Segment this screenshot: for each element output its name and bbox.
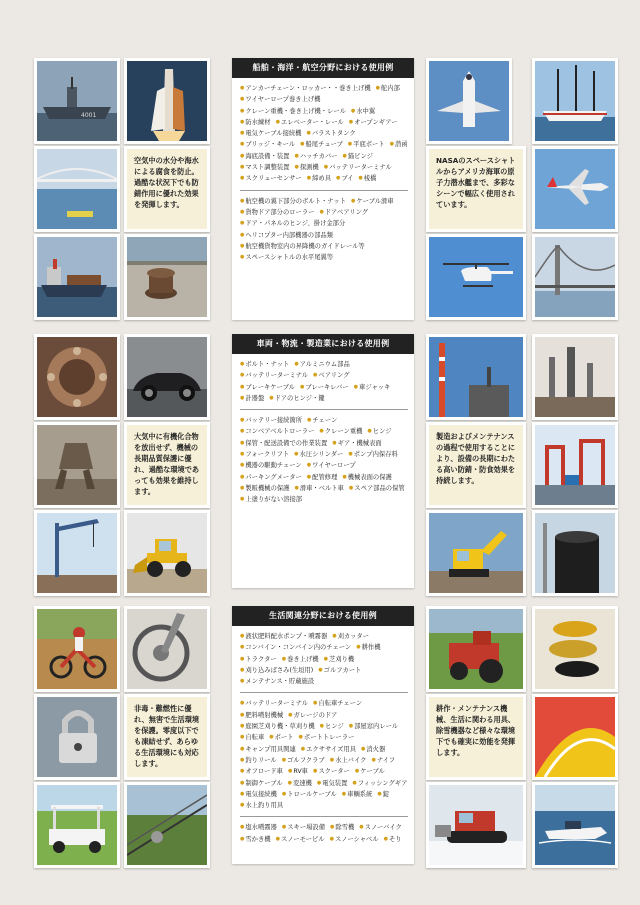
usage-item: ● 制御ケーブル bbox=[240, 778, 283, 789]
section-1-heading: 船舶・海洋・航空分野における使用例 bbox=[232, 58, 414, 78]
photo-bridge-harbor bbox=[34, 146, 120, 232]
photo-suspension-bridge bbox=[532, 234, 618, 320]
usage-item: ● 釣りリール bbox=[240, 755, 277, 766]
usage-item: ● パーキングメーター bbox=[240, 472, 302, 483]
usage-item: ● 刈り込みばさみ(生垣用) bbox=[240, 665, 313, 676]
usage-item: ● ヘリコプター内部機器の部品類 bbox=[240, 230, 333, 241]
photo-fighter-jet bbox=[532, 146, 618, 232]
section-2-heading: 車両・物流・製造業における使用例 bbox=[232, 334, 414, 354]
photo-harbor-crane bbox=[34, 510, 120, 596]
usage-item: ● ボルト・ナット bbox=[240, 359, 289, 370]
section-2-left-note: 大気中に有機化合物を放出せず、機械の長期品質保護に優れ、過酷な環境であっても効果を維持します。 bbox=[124, 422, 210, 508]
section-2-group-1 bbox=[240, 359, 408, 404]
usage-item: ● 消火器 bbox=[361, 744, 385, 755]
usage-item: ● 保管・配送設備での作業装置 bbox=[240, 438, 327, 449]
usage-item: ● 巻き上げ機 bbox=[282, 654, 319, 665]
usage-item: ● スクリューセンサー bbox=[240, 173, 302, 184]
usage-item: ● ボート bbox=[269, 732, 293, 743]
section-3-group-2 bbox=[240, 698, 408, 811]
section-2-right-note: 製造およびメンテナンスの過程で使用することにより、設備の長期にわたる高い防錆・防食効果を持続します。 bbox=[426, 422, 526, 508]
usage-item: ● スキー場設備 bbox=[282, 822, 325, 833]
usage-item: ● 船尾チューブ bbox=[300, 139, 343, 150]
usage-item: ● フィッシングギア bbox=[352, 778, 407, 789]
usage-item: ● 配管修理 bbox=[307, 472, 338, 483]
photo-snowcat bbox=[426, 782, 526, 868]
photo-machine-flange bbox=[34, 334, 120, 420]
usage-item: ● 海底設備・装置 bbox=[240, 151, 289, 162]
usage-item: ● 上塗りがない溶接部 bbox=[240, 494, 302, 505]
usage-item: ● ボートトレーラー bbox=[299, 732, 355, 743]
photo-storage-tank bbox=[532, 510, 618, 596]
usage-item: ● 貨物ドア部分のローラー bbox=[240, 207, 314, 218]
usage-item: ● チェーン bbox=[307, 415, 337, 426]
divider bbox=[240, 692, 408, 693]
usage-item: ● 電気ケーブル接続機 bbox=[240, 128, 301, 139]
section-3-right-note: 耕作・メンテナンス機械、生活に関わる用具、除雪機器など様々な環境下でも確実に効能を発揮します。 bbox=[426, 694, 526, 780]
section-3-group-3 bbox=[240, 822, 408, 845]
photo-airliner bbox=[426, 58, 512, 144]
photo-playground-slide bbox=[532, 694, 618, 780]
section-1-group-1 bbox=[240, 83, 408, 185]
usage-item: ● アンカーチェーン・ロッカー・・巻き上げ機 bbox=[240, 83, 371, 94]
usage-item: ● 水上バイク bbox=[330, 755, 367, 766]
usage-item: ● 製販機械の保護 bbox=[240, 483, 289, 494]
usage-item: ● スノーモービル bbox=[276, 834, 325, 845]
usage-item: ● スペア部品の保管 bbox=[349, 483, 405, 494]
photo-motocross bbox=[34, 606, 120, 692]
photo-speedboat bbox=[532, 782, 618, 868]
usage-item: ● アルミニウム部品 bbox=[294, 359, 349, 370]
usage-item: ● 電気装置 bbox=[317, 778, 348, 789]
photo-padlock bbox=[34, 694, 120, 780]
section-1-group-2 bbox=[240, 196, 408, 264]
divider bbox=[240, 190, 408, 191]
usage-item: ● コンバイン・コンバイン内のチェーン bbox=[240, 642, 351, 653]
usage-item: ● バッテリーターミナル bbox=[324, 162, 392, 173]
usage-item: ● トラクター bbox=[240, 654, 277, 665]
usage-item: ● 機器の駆動チェーン bbox=[240, 460, 302, 471]
photo-scooter-brake bbox=[124, 606, 210, 692]
usage-item: ● 機械表面の保護 bbox=[342, 472, 391, 483]
usage-item: ● 雪かき機 bbox=[240, 834, 271, 845]
section-3-left-note: 非毒・難燃性に優れ、無害で生活環境を保護。零度以下でも凍結せず、あらゆる生活環境にも対応します。 bbox=[124, 694, 210, 780]
usage-item: ● 探測機 bbox=[294, 162, 318, 173]
usage-item: ● 部屋窓内レール bbox=[349, 721, 398, 732]
photo-excavator-grab bbox=[34, 422, 120, 508]
usage-item: ● ハッチカバー bbox=[294, 151, 337, 162]
usage-item: ● バッテリーターミナル bbox=[240, 698, 308, 709]
usage-item: ● ケーブル bbox=[355, 766, 385, 777]
usage-item: ● 芝刈り機 bbox=[324, 654, 355, 665]
usage-item: ● ブリッジ・キール bbox=[240, 139, 295, 150]
usage-item: ● クレーン重機・巻き上げ機・レール bbox=[240, 106, 346, 117]
section-3-group-1 bbox=[240, 631, 408, 687]
usage-item: ● 水上釣り用具 bbox=[240, 800, 283, 811]
usage-item: ● キャンプ用具関連 bbox=[240, 744, 296, 755]
usage-item: ● 水圧シリンダー bbox=[294, 449, 343, 460]
usage-item: ● 変速機 bbox=[288, 778, 312, 789]
usage-item: ● ナイフ bbox=[371, 755, 395, 766]
section-2-panel bbox=[232, 334, 414, 588]
usage-item: ● ワイヤーロープ bbox=[307, 460, 356, 471]
usage-item: ● バッテリー接続箇所 bbox=[240, 415, 302, 426]
usage-item: ● 自転車チェーン bbox=[313, 698, 362, 709]
photo-tractor bbox=[426, 606, 526, 692]
photo-cargo-ship bbox=[34, 234, 120, 320]
photo-golf-clubs bbox=[532, 606, 618, 692]
usage-item: ● 刈カッター bbox=[332, 631, 369, 642]
usage-item: ● 潜函 bbox=[390, 139, 408, 150]
divider bbox=[240, 816, 408, 817]
usage-item: ● 防水練材 bbox=[240, 117, 271, 128]
photo-helicopter bbox=[426, 234, 526, 320]
usage-item: ● 航空機貨物室内の昇降機のガイドレール等 bbox=[240, 241, 365, 252]
photo-container-cranes bbox=[532, 422, 618, 508]
photo-mooring-bollard bbox=[124, 234, 210, 320]
photo-aircraft-carrier bbox=[34, 58, 120, 144]
usage-item: ● 車ジャッキ bbox=[354, 382, 391, 393]
section-1-panel bbox=[232, 58, 414, 320]
usage-item: ● 水中翼 bbox=[351, 106, 375, 117]
usage-item: ● 締め具 bbox=[307, 173, 331, 184]
section-2-group-2 bbox=[240, 415, 408, 505]
usage-item: ● 液状肥料配水ポンプ・噴霧器 bbox=[240, 631, 327, 642]
svg-text:4001: 4001 bbox=[81, 112, 97, 119]
usage-item: ● スノーバイク bbox=[359, 822, 402, 833]
usage-item: ● 塩水噴霧器 bbox=[240, 822, 277, 833]
usage-item: ● ドアベアリング bbox=[319, 207, 368, 218]
usage-item: ● ヒンジ bbox=[367, 426, 391, 437]
usage-item: ● エレベーター・レール bbox=[276, 117, 344, 128]
usage-item: ● オープンギアー bbox=[349, 117, 398, 128]
usage-item: ● クレーン重機 bbox=[319, 426, 362, 437]
photo-sports-car bbox=[124, 334, 210, 420]
photo-wheel-loader bbox=[124, 510, 210, 596]
usage-item: ● ゴルフカート bbox=[318, 665, 361, 676]
usage-item: ● ブレーキケーブル bbox=[240, 382, 295, 393]
usage-item: ● 自転車 bbox=[240, 732, 264, 743]
usage-item: ● 庭園芝刈り機・草刈り機 bbox=[240, 721, 315, 732]
section-3-panel bbox=[232, 606, 414, 864]
usage-item: ● ギア・機械表面 bbox=[332, 438, 381, 449]
usage-item: ● 耕作機 bbox=[356, 642, 380, 653]
photo-space-shuttle bbox=[124, 58, 210, 144]
section-1-left-note: 空気中の水分や海水による腐食を防止。過酷な状況下でも防錆作用に優れた効果を発揮します。 bbox=[124, 146, 210, 232]
usage-item: ● ブレーキレバー bbox=[300, 382, 349, 393]
usage-item: ● スクーター bbox=[313, 766, 350, 777]
usage-item: ● バラストタンク bbox=[306, 128, 355, 139]
usage-item: ● オフロード車 bbox=[240, 766, 283, 777]
divider bbox=[240, 409, 408, 410]
usage-item: ● RV車 bbox=[288, 766, 308, 777]
photo-sailing-ship bbox=[532, 58, 618, 144]
usage-item: ● 平底ボート bbox=[348, 139, 385, 150]
usage-item: ● ゴルフクラブ bbox=[282, 755, 325, 766]
usage-item: ● ガレージのドア bbox=[288, 710, 337, 721]
usage-item: ● スペースシャトルの水平尾翼等 bbox=[240, 252, 333, 263]
usage-item: ● バッテリーターミナル bbox=[240, 370, 308, 381]
usage-item: ● メンテナンス・貯蔵施設 bbox=[240, 676, 314, 687]
section-3-heading: 生活関連分野における使用例 bbox=[232, 606, 414, 626]
usage-item: ● 車輌系統 bbox=[342, 789, 373, 800]
usage-item: ● そり bbox=[384, 834, 402, 845]
usage-item: ● フォークリフト bbox=[240, 449, 289, 460]
usage-item: ● 肥料噴射機械 bbox=[240, 710, 283, 721]
photo-excavator bbox=[426, 510, 526, 596]
usage-item: ● 錨ピンジ bbox=[342, 151, 372, 162]
usage-item: ● 桟橋 bbox=[358, 173, 376, 184]
section-1-right-note: NASAのスペースシャトルからアメリカ海軍の原子力潜水艦まで、多彩なシーンで幅広く使用されています。 bbox=[426, 146, 526, 232]
usage-item: ● 計器盤 bbox=[240, 393, 264, 404]
usage-item: ● ドアのヒンジ・鍵 bbox=[269, 393, 324, 404]
usage-item: ● ドア・パネルのヒンジ、掛け金部分 bbox=[240, 218, 345, 229]
usage-item: ● ヒンジ bbox=[320, 721, 344, 732]
usage-item: ● 錠 bbox=[377, 789, 389, 800]
usage-item: ● トロールケーブル bbox=[282, 789, 337, 800]
usage-item: ● エクササイズ用具 bbox=[301, 744, 356, 755]
usage-item: ● スノーシャベル bbox=[330, 834, 379, 845]
usage-item: ● 航空機の翼下部分のボルト・ナット bbox=[240, 196, 346, 207]
usage-item: ● ケーブル滑車 bbox=[351, 196, 394, 207]
usage-item: ● ワイヤーロープ巻き上げ機 bbox=[240, 94, 320, 105]
photo-fishing-reels bbox=[124, 782, 210, 868]
usage-item: ● 舵内部 bbox=[376, 83, 400, 94]
photo-refinery-stack bbox=[426, 334, 526, 420]
usage-item: ● 除雪機 bbox=[330, 822, 354, 833]
photo-refinery bbox=[532, 334, 618, 420]
usage-item: ● ポンプ内保存料 bbox=[348, 449, 397, 460]
usage-item: ● ベアリング bbox=[313, 370, 349, 381]
usage-item: ● ブイ bbox=[336, 173, 353, 184]
usage-item: ● マスト調整装置 bbox=[240, 162, 289, 173]
usage-item: ● 滑車・ベルト車 bbox=[294, 483, 343, 494]
usage-item: ● コンベアベルトローラー bbox=[240, 426, 314, 437]
usage-item: ● 電気接続機 bbox=[240, 789, 277, 800]
photo-golf-cart bbox=[34, 782, 120, 868]
